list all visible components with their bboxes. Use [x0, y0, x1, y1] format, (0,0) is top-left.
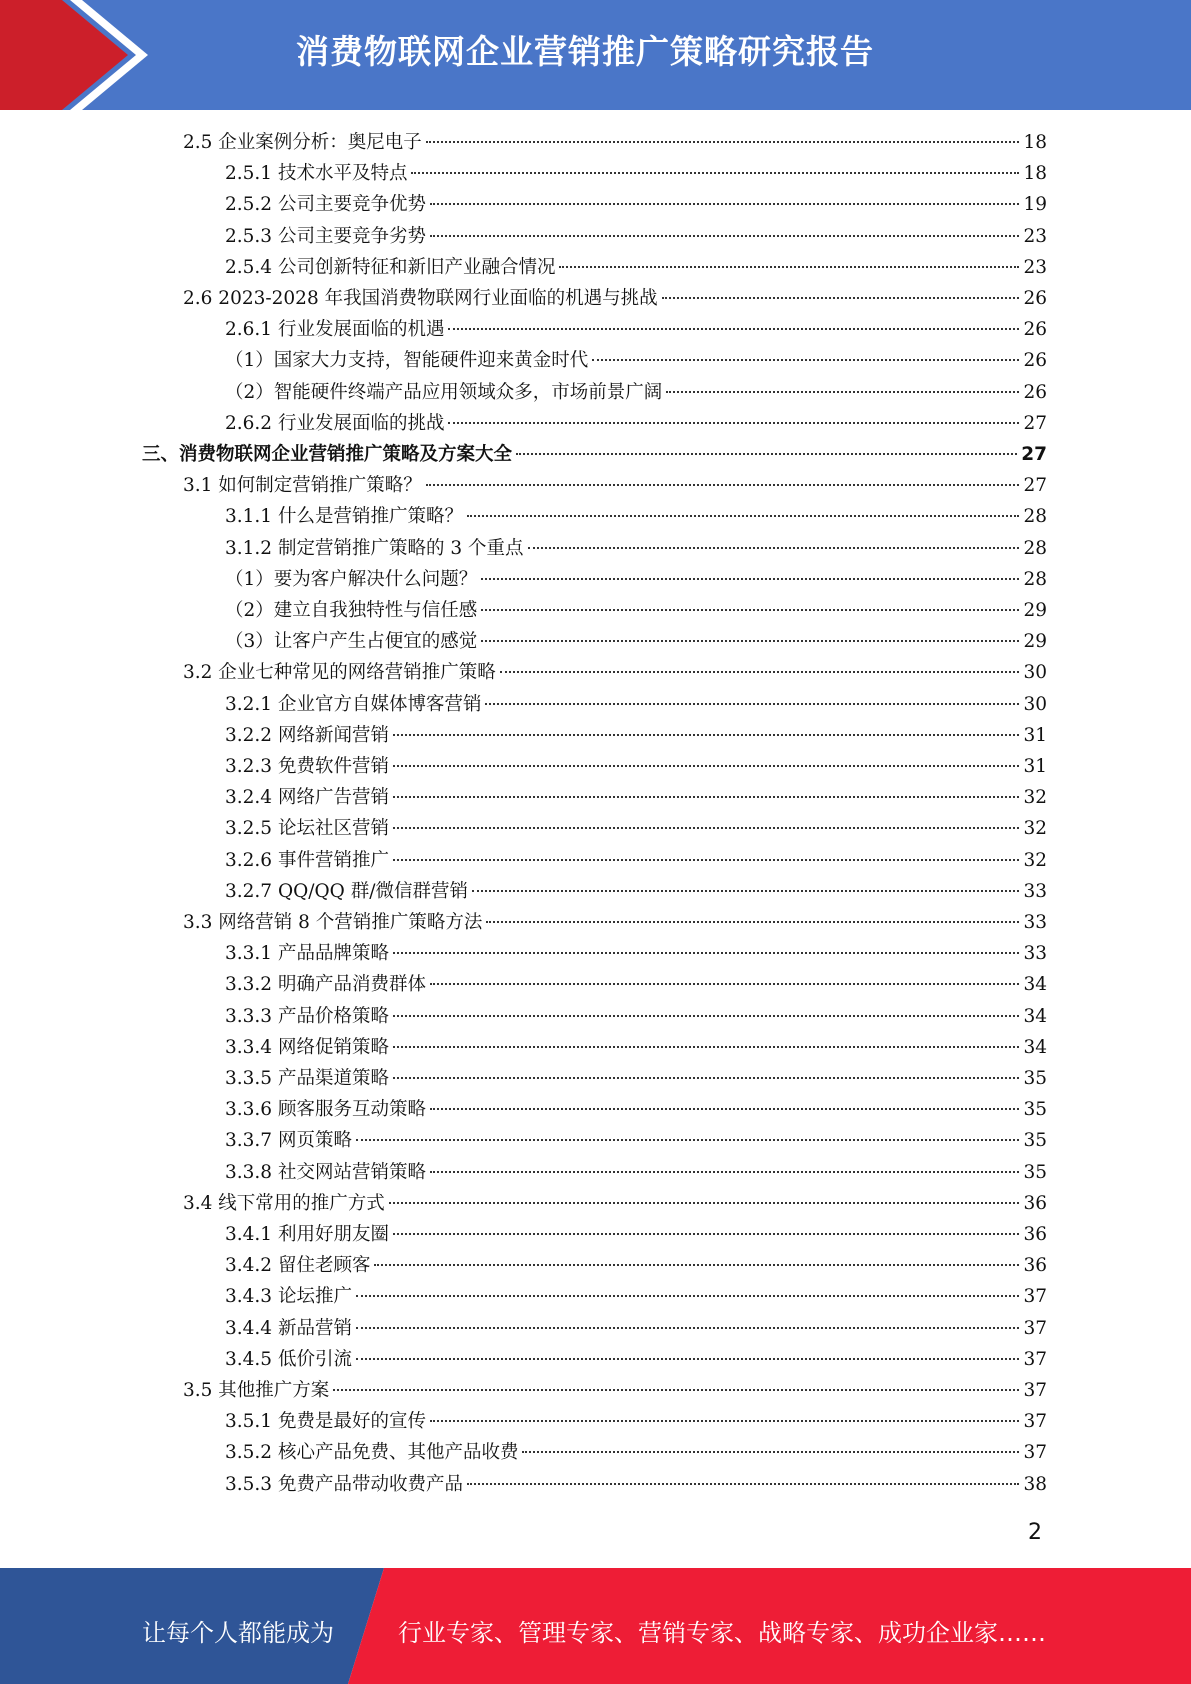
toc-entry-page: 34 — [1023, 1036, 1047, 1058]
toc-entry-page: 27 — [1021, 444, 1047, 465]
toc-entry[interactable] — [225, 409, 1047, 440]
toc-entry[interactable] — [225, 690, 1047, 721]
toc-entry-page: 30 — [1023, 693, 1047, 715]
toc-leader-dots — [356, 1295, 1020, 1297]
toc-entry[interactable] — [225, 1158, 1047, 1189]
toc-entry[interactable] — [225, 253, 1047, 284]
toc-entry-page: 28 — [1023, 568, 1047, 590]
toc-entry-label: 3.3.1 产品品牌策略 — [225, 943, 389, 965]
report-title: 消费物联网企业营销推广策略研究报告 — [296, 32, 874, 71]
toc-entry-label: 3.4 线下常用的推广方式 — [183, 1192, 385, 1214]
toc-entry-label: 3.5.3 免费产品带动收费产品 — [225, 1473, 463, 1495]
toc-leader-dots — [500, 671, 1020, 673]
toc-leader-dots — [430, 1420, 1019, 1422]
toc-entry-page: 26 — [1023, 381, 1047, 403]
toc-entry[interactable] — [225, 1407, 1047, 1438]
toc-entry-page: 30 — [1023, 662, 1047, 684]
toc-entry[interactable] — [225, 346, 1047, 377]
toc-leader-dots — [481, 578, 1019, 580]
toc-leader-dots — [430, 203, 1019, 205]
toc-entry-label: 2.5.1 技术水平及特点 — [225, 163, 408, 185]
toc-entry[interactable] — [225, 534, 1047, 565]
toc-entry[interactable] — [225, 1282, 1047, 1313]
toc-entry-page: 32 — [1023, 818, 1047, 840]
toc-entry-page: 23 — [1023, 225, 1047, 247]
toc-entry[interactable] — [225, 596, 1047, 627]
toc-entry[interactable] — [225, 1064, 1047, 1095]
page-number: 2 — [1028, 1520, 1042, 1545]
toc-entry-label: 3.3.4 网络促销策略 — [225, 1036, 389, 1058]
toc-entry-label: 3.1 如何制定营销推广策略？ — [183, 475, 422, 497]
toc-leader-dots — [393, 1077, 1019, 1079]
toc-entry-label: 3.2.7 QQ/QQ 群/微信群营销 — [225, 880, 468, 902]
toc-entry-label: 3.5.2 核心产品免费、其他产品收费 — [225, 1442, 519, 1464]
toc-entry[interactable] — [225, 1470, 1047, 1501]
toc-entry[interactable] — [225, 378, 1047, 409]
toc-leader-dots — [393, 765, 1019, 767]
toc-entry-page: 37 — [1023, 1286, 1047, 1308]
toc-leader-dots — [467, 515, 1019, 517]
toc-entry[interactable] — [225, 1002, 1047, 1033]
toc-entry[interactable] — [225, 814, 1047, 845]
toc-entry-label: 3.3.6 顾客服务互动策略 — [225, 1099, 426, 1121]
toc-entry-page: 32 — [1023, 787, 1047, 809]
footer-slogan-right: 行业专家、管理专家、营销专家、战略专家、成功企业家…… — [398, 1619, 1046, 1647]
toc-entry-label: 3.3.2 明确产品消费群体 — [225, 974, 426, 996]
toc-leader-dots — [374, 1264, 1019, 1266]
toc-entry-page: 26 — [1023, 288, 1047, 309]
toc-entry[interactable] — [225, 159, 1047, 190]
toc-entry-label: 3.2.3 免费软件营销 — [225, 756, 389, 777]
toc-entry-label: 2.5.3 公司主要竞争劣势 — [225, 225, 426, 247]
toc-entry-page: 29 — [1023, 631, 1047, 653]
toc-entry-page: 34 — [1023, 1005, 1047, 1027]
toc-entry[interactable] — [225, 783, 1047, 814]
toc-leader-dots — [333, 1389, 1019, 1391]
toc-entry[interactable] — [225, 752, 1047, 783]
toc-entry-page: 37 — [1023, 1380, 1047, 1401]
toc-entry-page: 38 — [1023, 1473, 1047, 1495]
toc-leader-dots — [528, 547, 1020, 549]
toc-leader-dots — [393, 1015, 1019, 1017]
toc-entry-page: 23 — [1023, 256, 1047, 278]
toc-entry[interactable] — [183, 1189, 1047, 1220]
red-chevron-decoration — [0, 0, 200, 110]
toc-entry-label: 3.3.3 产品价格策略 — [225, 1005, 389, 1027]
toc-entry-page: 31 — [1023, 724, 1047, 746]
toc-entry-page: 27 — [1023, 475, 1047, 497]
toc-entry-page: 37 — [1023, 1411, 1047, 1433]
toc-entry-label: 2.6.2 行业发展面临的挑战 — [225, 412, 445, 434]
toc-entry-page: 34 — [1023, 974, 1047, 996]
toc-entry[interactable] — [225, 1126, 1047, 1157]
toc-entry-page: 29 — [1023, 600, 1047, 621]
toc-entry[interactable] — [183, 284, 1047, 315]
toc-entry-label: （1）要为客户解决什么问题？ — [225, 568, 478, 590]
toc-entry-page: 18 — [1023, 132, 1047, 153]
toc-leader-dots — [666, 391, 1019, 393]
toc-entry[interactable] — [183, 471, 1047, 502]
page-footer — [0, 1568, 1191, 1684]
toc-entry-label: 2.5 企业案例分析：奥尼电子 — [183, 132, 422, 153]
toc-entry-page: 37 — [1023, 1317, 1047, 1339]
toc-entry-label: 3.2.2 网络新闻营销 — [225, 724, 389, 746]
toc-entry-label: 3.2.5 论坛社区营销 — [225, 818, 389, 840]
toc-entry[interactable] — [225, 846, 1047, 877]
toc-entry-page: 28 — [1023, 537, 1047, 559]
toc-leader-dots — [467, 1483, 1019, 1485]
toc-entry-label: 三、消费物联网企业营销推广策略及方案大全 — [142, 444, 513, 465]
toc-leader-dots — [393, 734, 1019, 736]
toc-entry-page: 36 — [1023, 1255, 1047, 1277]
toc-entry-label: 3.3 网络营销 8 个营销推广策略方法 — [183, 912, 483, 933]
toc-leader-dots — [393, 1233, 1019, 1235]
toc-entry[interactable] — [142, 440, 1047, 471]
toc-entry-page: 26 — [1023, 319, 1047, 341]
toc-entry[interactable] — [225, 721, 1047, 752]
toc-leader-dots — [430, 1108, 1019, 1110]
toc-leader-dots — [393, 827, 1019, 829]
toc-leader-dots — [472, 890, 1019, 892]
toc-entry-page: 33 — [1023, 943, 1047, 965]
toc-leader-dots — [430, 983, 1019, 985]
toc-entry-page: 35 — [1023, 1068, 1047, 1089]
toc-entry[interactable] — [225, 1220, 1047, 1251]
toc-entry-label: 3.5 其他推广方案 — [183, 1380, 330, 1401]
toc-entry[interactable] — [225, 970, 1047, 1001]
toc-entry-label: 2.5.2 公司主要竞争优势 — [225, 194, 426, 216]
toc-leader-dots — [592, 359, 1019, 361]
toc-leader-dots — [448, 328, 1019, 330]
toc-entry-label: 3.2.4 网络广告营销 — [225, 787, 389, 809]
toc-entry[interactable] — [225, 627, 1047, 658]
toc-entry-label: 3.1.1 什么是营销推广策略？ — [225, 506, 463, 528]
toc-entry[interactable] — [225, 1095, 1047, 1126]
toc-entry-label: 2.6 2023-2028 年我国消费物联网行业面临的机遇与挑战 — [183, 288, 658, 309]
toc-entry[interactable] — [225, 502, 1047, 533]
toc-entry-label: 3.1.2 制定营销推广策略的 3 个重点 — [225, 537, 524, 559]
toc-leader-dots — [426, 141, 1020, 143]
toc-entry-page: 37 — [1023, 1442, 1047, 1464]
toc-leader-dots — [356, 1358, 1020, 1360]
toc-leader-dots — [559, 266, 1019, 268]
toc-leader-dots — [393, 1046, 1019, 1048]
toc-entry[interactable] — [225, 1251, 1047, 1282]
toc-entry-label: 3.4.4 新品营销 — [225, 1317, 352, 1339]
toc-entry-page: 33 — [1023, 912, 1047, 933]
footer-slogan-left: 让每个人都能成为 — [142, 1619, 334, 1647]
toc-entry[interactable] — [225, 877, 1047, 908]
toc-entry-page: 32 — [1023, 849, 1047, 871]
toc-entry-label: 3.2.1 企业官方自媒体博客营销 — [225, 693, 482, 715]
toc-entry-label: （3）让客户产生占便宜的感觉 — [225, 631, 478, 653]
toc-entry-page: 33 — [1023, 880, 1047, 902]
toc-entry-page: 18 — [1023, 163, 1047, 185]
toc-leader-dots — [481, 640, 1019, 642]
toc-entry[interactable] — [225, 1345, 1047, 1376]
toc-entry-page: 19 — [1023, 194, 1047, 216]
toc-entry-label: 3.3.7 网页策略 — [225, 1130, 352, 1152]
toc-entry-page: 35 — [1023, 1099, 1047, 1121]
toc-entry-page: 28 — [1023, 506, 1047, 528]
toc-entry[interactable] — [225, 1033, 1047, 1064]
toc-entry[interactable] — [225, 1314, 1047, 1345]
toc-entry-page: 36 — [1023, 1192, 1047, 1214]
toc-entry-label: 3.4.3 论坛推广 — [225, 1286, 352, 1308]
toc-entry[interactable] — [225, 939, 1047, 970]
toc-leader-dots — [516, 453, 1017, 455]
toc-leader-dots — [426, 484, 1020, 486]
toc-entry[interactable] — [225, 565, 1047, 596]
toc-leader-dots — [481, 609, 1019, 611]
toc-entry-label: （2）智能硬件终端产品应用领域众多，市场前景广阔 — [225, 381, 663, 403]
toc-entry-label: 3.4.5 低价引流 — [225, 1348, 352, 1370]
toc-leader-dots — [662, 297, 1020, 299]
toc-entry-page: 37 — [1023, 1348, 1047, 1370]
toc-entry-page: 31 — [1023, 756, 1047, 777]
toc-entry-page: 36 — [1023, 1224, 1047, 1245]
toc-entry-label: 3.2 企业七种常见的网络营销推广策略 — [183, 662, 496, 684]
toc-leader-dots — [393, 952, 1019, 954]
toc-entry[interactable] — [225, 1438, 1047, 1469]
page-header — [0, 0, 1191, 110]
toc-entry[interactable] — [183, 1376, 1047, 1407]
toc-leader-dots — [485, 703, 1019, 705]
toc-entry-label: 3.3.5 产品渠道策略 — [225, 1068, 389, 1089]
toc-entry-page: 35 — [1023, 1130, 1047, 1152]
toc-entry[interactable] — [183, 128, 1047, 159]
toc-entry-page: 26 — [1023, 350, 1047, 372]
toc-entry-label: 3.5.1 免费是最好的宣传 — [225, 1411, 426, 1433]
toc-entry[interactable] — [225, 190, 1047, 221]
toc-leader-dots — [411, 172, 1019, 174]
toc-entry-label: 3.2.6 事件营销推广 — [225, 849, 389, 871]
toc-leader-dots — [356, 1139, 1020, 1141]
toc-entry-page: 27 — [1023, 412, 1047, 434]
toc-entry-label: （1）国家大力支持，智能硬件迎来黄金时代 — [225, 350, 589, 372]
toc-entry-label: 2.6.1 行业发展面临的机遇 — [225, 319, 445, 341]
toc-entry[interactable] — [225, 222, 1047, 253]
toc-leader-dots — [448, 422, 1019, 424]
toc-entry-page: 35 — [1023, 1161, 1047, 1183]
toc-leader-dots — [393, 859, 1019, 861]
toc-leader-dots — [522, 1451, 1019, 1453]
toc-entry[interactable] — [183, 658, 1047, 689]
toc-leader-dots — [389, 1202, 1020, 1204]
toc-leader-dots — [393, 796, 1019, 798]
toc-leader-dots — [430, 1171, 1019, 1173]
toc-entry-label: 3.4.1 利用好朋友圈 — [225, 1224, 389, 1245]
toc-entry-label: （2）建立自我独特性与信任感 — [225, 600, 478, 621]
toc-entry-label: 3.4.2 留住老顾客 — [225, 1255, 371, 1277]
toc-leader-dots — [486, 921, 1019, 923]
toc-leader-dots — [356, 1327, 1020, 1329]
toc-entry[interactable] — [183, 908, 1047, 939]
toc-entry[interactable] — [225, 315, 1047, 346]
toc-entry-label: 2.5.4 公司创新特征和新旧产业融合情况 — [225, 256, 556, 278]
toc-entry-label: 3.3.8 社交网站营销策略 — [225, 1161, 426, 1183]
toc-leader-dots — [430, 235, 1019, 237]
